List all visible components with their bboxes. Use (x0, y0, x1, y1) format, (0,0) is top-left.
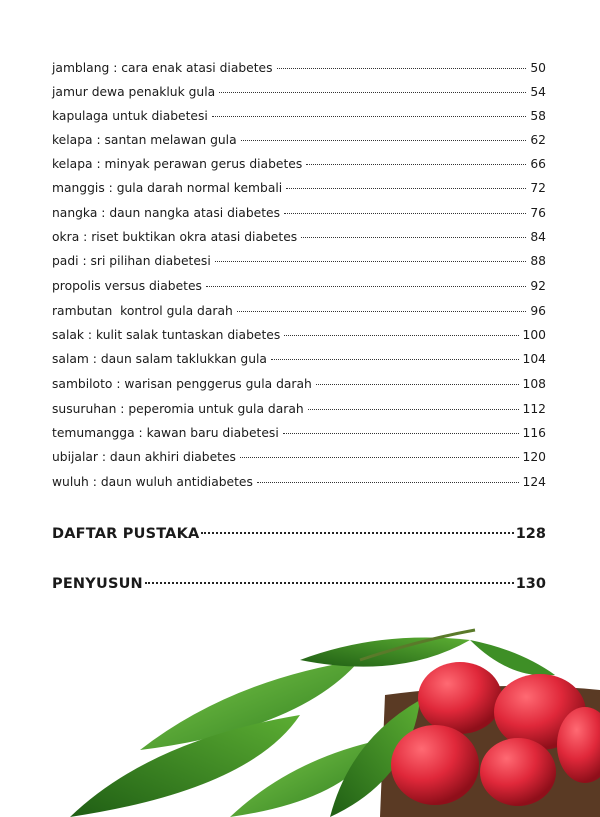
entry-page: 124 (522, 475, 546, 489)
entry-title: kelapa : santan melawan gula (52, 133, 237, 147)
entry-title: sambiloto : warisan penggerus gula darah (52, 377, 312, 391)
entry-title: susuruhan : peperomia untuk gula darah (52, 402, 304, 416)
dot-leader (301, 236, 526, 238)
entry-page: 76 (530, 206, 546, 220)
toc-entry[interactable] (52, 447, 546, 467)
toc-entry[interactable] (52, 276, 546, 296)
toc-section-penyusun[interactable] (52, 572, 546, 596)
section-title: DAFTAR PUSTAKA (52, 526, 200, 542)
toc-entry[interactable] (52, 82, 546, 102)
entry-title: nangka : daun nangka atasi diabetes (52, 206, 280, 220)
dot-leader (215, 260, 527, 262)
entry-page: 50 (530, 61, 546, 75)
entry-page: 58 (530, 109, 546, 123)
dot-leader (284, 212, 526, 214)
entry-page: 100 (522, 328, 546, 342)
entry-title: manggis : gula darah normal kembali (52, 181, 283, 195)
fruit-leaves-illustration (0, 620, 600, 817)
entry-page: 92 (530, 279, 546, 293)
entry-page: 96 (530, 304, 546, 318)
entry-title: wuluh : daun wuluh antidiabetes (52, 475, 253, 489)
section-page: 130 (515, 576, 546, 592)
entry-title: propolis versus diabetes (52, 279, 202, 293)
toc-entry[interactable] (52, 178, 546, 198)
entry-page: 72 (530, 181, 546, 195)
toc-section-daftar-pustaka[interactable] (52, 522, 546, 546)
fruit-shape (391, 725, 479, 805)
toc-entry[interactable] (52, 203, 546, 223)
entry-page: 108 (522, 377, 546, 391)
dot-leader (283, 432, 519, 434)
entry-page: 112 (522, 402, 546, 416)
toc-entry[interactable] (52, 227, 546, 247)
dot-leader (201, 532, 513, 534)
toc-entry[interactable] (52, 399, 546, 419)
section-page: 128 (515, 526, 546, 542)
fruit-shape (480, 738, 556, 806)
toc-entry[interactable] (52, 130, 546, 150)
toc-entry[interactable] (52, 349, 546, 369)
toc-entry[interactable] (52, 423, 546, 443)
dot-leader (237, 310, 527, 312)
entry-page: 120 (522, 450, 546, 464)
toc-entry[interactable] (52, 154, 546, 174)
toc-entry[interactable] (52, 251, 546, 271)
entry-title: kelapa : minyak perawan gerus diabetes (52, 157, 303, 171)
entry-page: 84 (530, 230, 546, 244)
toc-entry[interactable] (52, 58, 546, 78)
entry-page: 116 (522, 426, 546, 440)
entry-page: 88 (530, 254, 546, 268)
toc-entry[interactable] (52, 301, 546, 321)
entry-title: ubijalar : daun akhiri diabetes (52, 450, 236, 464)
entry-title: padi : sri pilihan diabetesi (52, 254, 211, 268)
section-title: PENYUSUN (52, 576, 143, 592)
entry-page: 104 (522, 352, 546, 366)
dot-leader (284, 334, 518, 336)
toc-entry[interactable] (52, 472, 546, 492)
entry-title: rambutan kontrol gula darah (52, 304, 233, 318)
dot-leader (308, 408, 519, 410)
toc-entry[interactable] (52, 374, 546, 394)
entry-title: jamur dewa penakluk gula (52, 85, 216, 99)
entry-title: salak : kulit salak tuntaskan diabetes (52, 328, 281, 342)
dot-leader (240, 456, 519, 458)
dot-leader (271, 358, 519, 360)
entry-title: kapulaga untuk diabetesi (52, 109, 208, 123)
entry-title: okra : riset buktikan okra atasi diabetes (52, 230, 298, 244)
dot-leader (206, 285, 526, 287)
dot-leader (241, 139, 527, 141)
dot-leader (257, 481, 519, 483)
entry-page: 66 (530, 157, 546, 171)
dot-leader (306, 163, 526, 165)
dot-leader (286, 187, 526, 189)
entry-title: jamblang : cara enak atasi diabetes (52, 61, 273, 75)
dot-leader (316, 383, 519, 385)
entry-title: temumangga : kawan baru diabetesi (52, 426, 279, 440)
dot-leader (219, 91, 526, 93)
toc-entry[interactable] (52, 325, 546, 345)
entry-title: salam : daun salam taklukkan gula (52, 352, 267, 366)
dot-leader (277, 67, 527, 69)
fruit-shape (418, 662, 502, 734)
dot-leader (212, 115, 527, 117)
entry-page: 62 (530, 133, 546, 147)
dot-leader (145, 582, 514, 584)
entry-page: 54 (530, 85, 546, 99)
toc-entry[interactable] (52, 106, 546, 126)
